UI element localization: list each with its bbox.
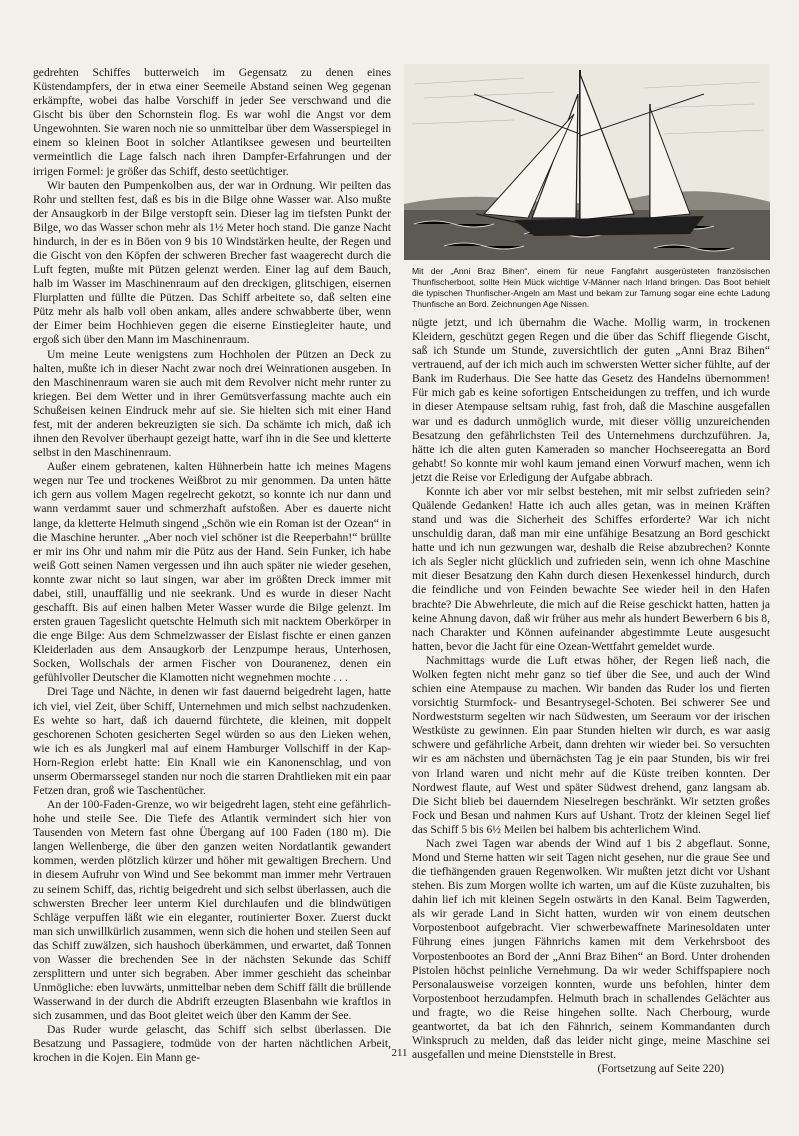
paragraph: Konnte ich aber vor mir selbst bestehen, mit mir selbst zufrieden sein? Quälende Gedanken! Hatte ich auch alles getan, was in meinen Kräften stand und was die Sicherheit des Schiffes erforderte? War ich nicht unschuldig daran, daß man mir eine unfähige Besatzung an Bord geschickt hatte und ich nun gezwungen war, deshalb die Reise abzubrechen? Konnte ich als Segler nicht glücklich und zufrieden sein, wenn ich ohne Maschine mit dieser Besatzung den Kahn durch diesen Hexenkessel hindurch, durch die feindliche und von Feinden bewachte See wieder heil in den Hafen brachte? Die Abwehrleute, die mich auf die Reise geschickt hatten, hatten ja keine Ahnung davon, daß wir früher aus mehr als hundert Bewerbern 6 bis 8, nach Charakter und Können aufeinander abgestimmte Leute ausgesucht hatten, bevor die Jacht für eine Ozean-Wettfahrt gemeldet wurde. [412,484,770,653]
paragraph: An der 100-Faden-Grenze, wo wir beigedreht lagen, steht eine gefährlich-hohe und steile See. Die Tiefe des Atlantik vermindert sich hier von Tausenden von Metern fast ohne Übergang auf 100 Faden (180 m). Die langen Wellenberge, die über den ganzen weiten Nordatlantik gewandert kommen, werden plötzlich kürzer und höher mit gewaltigen Brechern. Und in diesem Aufruhr von Wind und See bekommt man immer mehr Vertrauen zu seinem Schiff, das, richtig beigedreht und sich selbst überlassen, auch die schwersten Brecher leer unterm Kiel durchlaufen und die blindwütigen Schläge verpuffen läßt wie ein eleganter, routinierter Boxer. Zuerst duckt man sich unwillkürlich zusammen, wenn sich die hohen und steilen Seen auf das Schiff zuwälzen, sich haushoch überkämmen, und erwartet, daß Tonnen von Wasser die brechenden See in der nächsten Sekunde das Schiff zersplittern und unter sich begraben. Aber immer geschieht das scheinbar Unmögliche: eben luvwärts, unmittelbar neben dem Schiff fällt die brüllende Wasserwand in der durch die Abdrift erzeugten Blasenbahn wie kraftlos in sich zusammen, und das Boot gleitet weich über den Kamm der See. [33,798,391,1023]
paragraph: Drei Tage und Nächte, in denen wir fast dauernd beigedreht lagen, hatte ich viel, viel Zeit, über Schiff, Unternehmen und mich selbst nachzudenken. Es wehte so hart, daß ich dauernd fürchtete, die kleinen, mit doppelt geschorenen Schoten gesicherten Segel würden so aus den Lieken wehen, wie ich es als Jungkerl mal auf einem Hamburger Vollschiff in der Kap-Horn-Region erlebt hatte: Ein Knall wie ein Kanonenschlag, und von unserm Obermarssegel standen nur noch die starren Drahtlieken mit ein paar Fetzen dran, groß wie Taschentücher. [33,685,391,797]
paragraph: Um meine Leute wenigstens zum Hochholen der Pützen an Deck zu halten, mußte ich in dieser Nacht zwar noch drei Weinrationen ausgeben. In den Maschinenraum waren sie auch mit dem Revolver nicht mehr runter zu kriegen. Bei dem Wetter und in ihrer Gemütsverfassung machte auch ein Schußeisen keinen Eindruck mehr auf sie. Sie hielten sich mit einer Hand fest, mit der anderen bekreuzigten sie sich. Da schämte ich mich, daß ich ihnen den Revolver überhaupt gezeigt hatte, warf ihn in die See und kletterte selbst in den Maschinenraum. [33,347,391,460]
tuna-fishing-boat-drawing [404,64,770,260]
right-column [412,316,770,1076]
left-column [33,66,391,1066]
paragraph: Wir bauten den Pumpenkolben aus, der war in Ordnung. Wir peilten das Rohr und stellten fest, daß es bis in die Bilge ohne Wasser war. Also mußte der Ansaugkorb in der Bilge verstopft sein. Dieser lag im tiefsten Punkt der Bilge, wo das Wasser schon mehr als 1½ Meter hoch stand. Die ganze Nacht hindurch, in der es in Böen von 9 bis 10 Windstärken heulte, der Regen und die Gischt von den Köpfen der schweren Brecher fast waagerecht durch die Luft fegten, mußte mit Pützen gelenzt werden. Einer lag auf dem Bauch, halb im Wasser im Maschinenraum auf den dreckigen, glitschigen, eisernen Flurplatten und füllte die Pützen. Das Schiff arbeitete so, daß selten eine Pütz mehr als halb voll oben ankam, alles andere schwabberte über, wenn der Eimer beim Hochhieven gegen die eiserne Einstiegleiter haute, und ergoß sich über den Mann im Maschinenraum. [33,178,391,347]
page-number: 211 [391,1047,408,1059]
paragraph: nügte jetzt, und ich übernahm die Wache. Mollig warm, in trockenen Kleidern, geschützt gegen Regen und die über das Schiff fliegende Gischt, saß ich Stunde um Stunde, zuversichtlich der guten „Anni Braz Bihen“ vertrauend, auf der ich mich auch im schwersten Wetter sicher fühlte, auf der Bank im Ruderhaus. Die See hatte das Gesetz des Handelns übernommen! Für mich gab es keine sofortigen Entscheidungen zu treffen, und ich wurde in dieser Atempause seltsam ruhig, fast froh, daß die Maschine ausgefallen war und es dadurch unmöglich wurde, mit dieser völlig unzureichenden Besatzung den gefährlichsten Teil des Unternehmens durchzuführen. Ja, hätte ich die alten guten Kameraden so mancher Hochseeregatta an Bord gehabt! So konnte mir wohl kaum jemand einen Vorwurf machen, wenn ich jetzt die Reise vor Erledigung der Aufgabe abbrach. [412,316,770,484]
paragraph: Nach zwei Tagen war abends der Wind auf 1 bis 2 abgeflaut. Sonne, Mond und Sterne hatten wir seit Tagen nicht gesehen, nur die graue See und die tiefhängenden grauen Regenwolken. Wir mußten jetzt dicht vor Ushant stehen. Bis zum Morgen wollte ich warten, um auf die Küste zuzuhalten, bis dahin lief ich mit kleinen Segeln ostwärts in den Kanal. Beim Tagwerden, als wir gerade Land in Sicht hatten, wurden wir von einem deutschen Vorpostenboot aufgebracht. Vier schwerbewaffnete Marinesoldaten unter Führung eines jungen Fähnrichs kamen mit dem Verkehrsboot des Vorpostenbootes an Bord der „Anni Braz Bihen“ an Bord. Unter drohenden Pistolen höchst peinliche Vernehmung. Da wir weder Schiffspapiere noch Personalausweise vorzeigen konnten, wurde uns befohlen, hinter dem Vorpostenboot herzudampfen. Helmuth brach in schallendes Gelächter aus und fragte, wo die Reise hingehen sollte. Nach Cherbourg, wurde geantwortet, da bat ich den Fähnrich, seinem Kommandanten durch Winkspruch zu melden, daß das leider nicht ginge, meine Maschine sei ausgefallen und meine Dienststelle in Brest. [412,836,770,1062]
paragraph: Nachmittags wurde die Luft etwas höher, der Regen ließ nach, die Wolken fegten nicht mehr ganz so tief über die See, und auch der Wind schien eine Atempause zu machen. Wir banden das Ruder los und fierten vorsichtig Sturmfock- und Besantrysegel-Schoten. Bei schwerer See und Nordweststurm segelten wir nach Südwesten, um Seeraum vor der irischen Westküste zu gewinnen. Ein paar Stunden hielten wir durch, es war aasig schwere und gefährliche Arbeit, dann drehten wir wieder bei. So versuchten wir es am nächsten und übernächsten Tag je ein paar Stunden, bis wir frei von Irland waren und nicht mehr auf die Küste treiben konnten. Der Nordwest flaute, auf West und später Südwest drehend, ganz langsam ab. Die Sicht blieb bei dauerndem Nieselregen beschränkt. Wir setzten großes Fock und Besan und nahmen Kurs auf Ushant. Trotz der kleinen Segel lief das Schiff 5 bis 6½ Meilen bei halbem bis achterlichem Wind. [412,653,770,836]
paragraph: Außer einem gebratenen, kalten Hühnerbein hatte ich meines Magens wegen nur Tee und trockenes Weißbrot zu mir genommen. Da unten hätte ich gern aus vollem Magen regelrecht gekotzt, so konnte ich nur dann und wann verdammt sauer und schmerzhaft aufstoßen. Aber es dauerte nicht lange, da kletterte Helmuth singend „Schön wie ein Roman ist der Ozean“ in die Maschine herunter. „Aber noch viel schöner ist die Reeperbahn!“ brüllte er mir ins Ohr und nahm mir die Pütz aus der Hand. Sein Funker, ich habe weiß Gott seinen Namen vergessen und ihn auch später nie wieder gesehen, konnte zwar nicht so laut singen, war aber im größten Dreck immer mit dabei, still, unauffällig und nie seekrank. Und es wurde in dieser Nacht geschafft. Bis auf einen halben Meter Wasser wurde die Bilge gelenzt. Im ersten grauen Tageslicht quetschte Helmuth sich mit nacktem Oberkörper in die enge Bilge: Aus dem Schmelzwasser der Eislast fischte er einen ganzen Kleiderladen aus dem Ansaugkorb der Lenzpumpe heraus, Unterhosen, Socken, Wollschals der armen Fischer von Douranenez, denen ein gefühlvoller Deutscher die Klamotten nicht wegnehmen mochte . . . [33,460,391,685]
paragraph: Das Ruder wurde gelascht, das Schiff sich selbst überlassen. Die Besatzung und Passagiere, todmüde von der harten nächtlichen Arbeit, krochen in die Kojen. Ein Mann ge- [33,1023,391,1065]
paragraph: gedrehten Schiffes butterweich im Gegensatz zu denen eines Küstendampfers, der in etwa einer Seemeile Abstand seinen Weg gegenan erkämpfte, wobei das halbe Vorschiff in jeder See verschwand und die Gischt bis über den Schornstein flog. Es war wohl die Angst vor dem Ungewohnten. Sie waren noch nie so unmittelbar über dem Wasserspiegel in einem so kleinen Boot in solcher Atlantiksee gewesen und beurteilten vermeintlich die Lage falsch nach ihren Dampfer-Erfahrungen und der irrigen Formel: je größer das Schiff, desto seetüchtiger. [33,66,391,178]
continuation-note: (Fortsetzung auf Seite 220) [597,1062,724,1076]
figure-caption: Mit der „Anni Braz Bihen“, einem für neue Fangfahrt ausgerüsteten französischen Thunfischerboot, sollte Hein Mück wichtige V-Männer nach Irland bringen. Das Boot behielt die typischen Thunfischer-Angeln am Mast und bekam zur Tarnung sogar eine echte Ladung Thunfische an Bord. Zeichnungen Age Nissen. [412,266,770,309]
sailboat-illustration [404,64,770,260]
